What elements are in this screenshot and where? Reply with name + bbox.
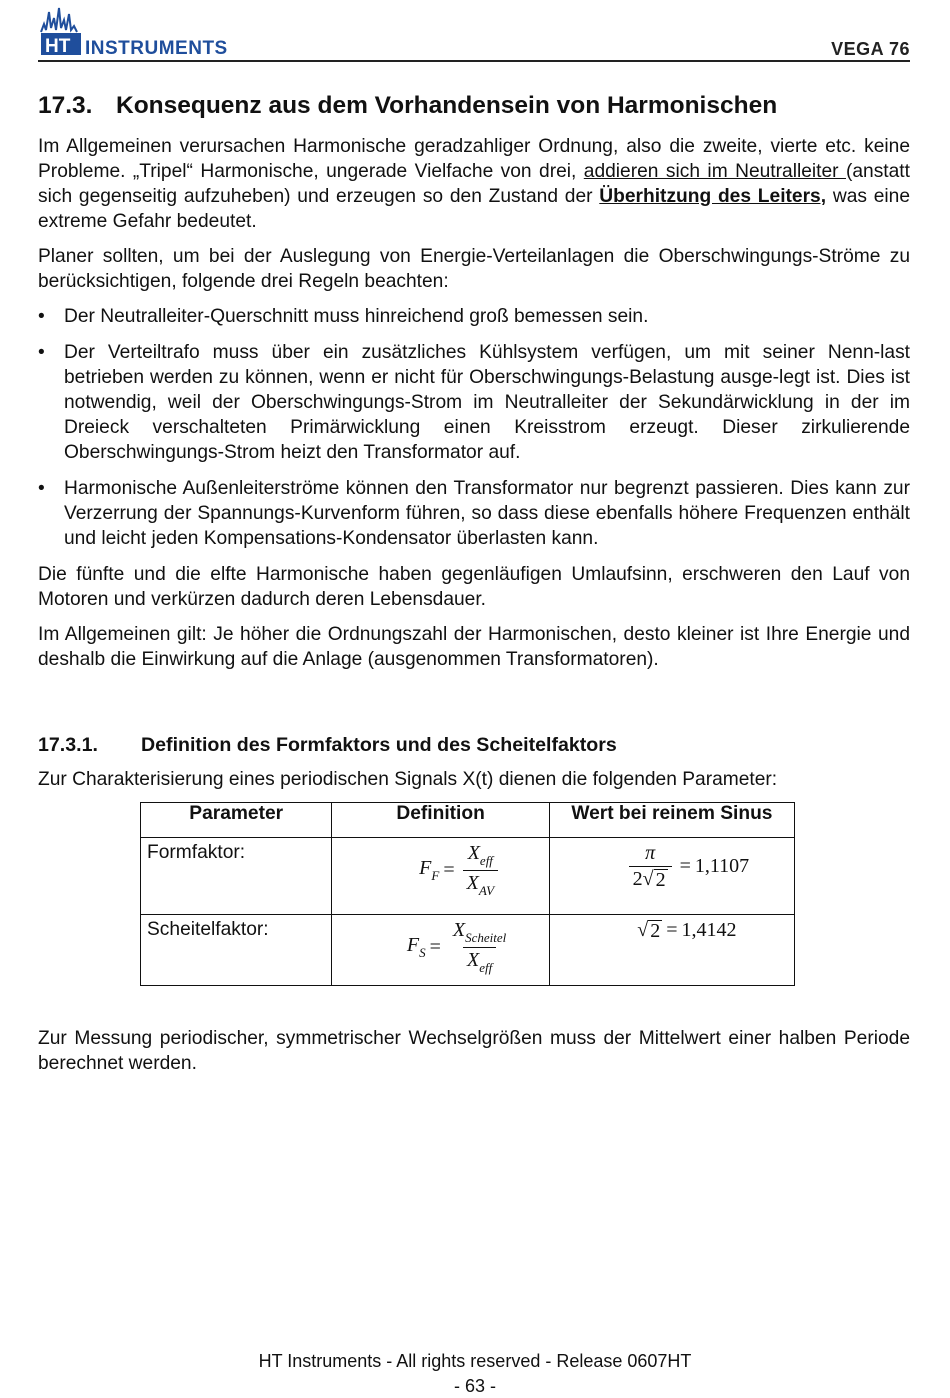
section-title: Konsequenz aus dem Vorhandensein von Harmonischen [116,92,778,119]
formula-number: 2 [632,868,643,890]
scheitelfaktor-formula [378,919,542,976]
list-item: • Der Verteiltrafo muss über ein zusätzliches Kühlsystem verfügen, um mit seiner Nenn-last betrieben werden zu können, wenn er nicht für Oberschwingungs-Belastung ausge-legt ist. Dies ist notwendig, weil der Oberschwingungs-Strom im Neutralleiter der Sekundärwicklung in der im Dreieck verschalteten Primärwicklung einen Kreisstrom erzeugt. Dieser zirkulierende Oberschwingungs-Strom heizt den Transformator auf. [38,340,910,465]
denominator: 2 √ 2 [629,866,672,891]
svg-text:HT: HT [45,36,71,57]
param-name: Scheitelfaktor: [141,915,332,986]
paragraph-measurement-note: Zur Messung periodischer, symmetrischer Wechselgrößen muss der Mittelwert einer halben Periode berechnet werden. [38,1028,910,1074]
table-row [141,838,795,915]
table-header: Definition [332,803,549,838]
formula-radicand: 2 [655,869,666,891]
equals-sign: = [679,855,691,877]
formula-symbol: F [419,857,432,879]
paragraph-motor-harmonics: Die fünfte und die elfte Harmonische haben gegenläufigen Umlaufsinn, erschweren den Lauf von Motoren und verkürzen dadurch deren Lebensdauer. [38,564,910,610]
table-header: Wert bei reinem Sinus [549,803,794,838]
formula-symbol: F [406,934,420,956]
paragraph-harmonics-problems [38,134,910,234]
parameters-table [140,802,795,986]
text-span: (anstatt sich gegenseitig aufzuheben) und erzeugen so den Zustand der [38,161,910,207]
table-header: Parameter [141,803,332,838]
value-cell [549,915,794,986]
formula-symbol: X [452,919,466,941]
subsection-number: 17.3.1. [38,734,98,756]
formula-symbol: X [466,872,479,894]
doc-title: VEGA 76 [831,39,910,59]
underlined-text: addieren sich im Neutralleiter [583,161,846,182]
rules-list [38,304,910,551]
table-header-row [141,803,795,838]
pi-symbol: π [645,842,656,864]
subsection-title: Definition des Formfaktors und des Scheitelfaktors [141,734,617,756]
formula-radicand: 2 [650,920,661,942]
formula-subscript: AV [478,883,495,898]
scheitelfaktor-value [586,919,788,942]
page-header [38,6,910,62]
value-cell [549,838,794,915]
page-number: - 63 - [453,1376,496,1396]
section-heading [38,92,910,120]
formula-subscript: eff [479,960,493,975]
fraction [629,842,672,891]
paragraph-planner-rules: Planer sollten, um bei der Auslegung von Energie-Verteilanlagen die Oberschwingungs-Ströme zu berücksichtigen, folgende drei Regeln beachten: [38,246,910,292]
text-span: Im Allgemeinen verursachen Harmonische geradzahliger Ordnung, also die zweite, vierte etc. keine Probleme. „Tripel“ Harmonische, ungerade Vielfache von drei, [38,136,910,182]
text-span: was eine extreme Gefahr bedeutet. [38,186,911,232]
formfaktor-value [586,842,788,891]
fraction [449,919,510,976]
section-number: 17.3. [38,92,93,119]
logo-text: INSTRUMENTS [85,38,228,59]
fraction [463,842,498,899]
underlined-bold-text: Überhitzung des Leiters, [599,186,827,207]
param-name: Formfaktor: [141,838,332,915]
formula-subscript: F [431,868,440,883]
paragraph-parameters-intro: Zur Charakterisierung eines periodischen Signals X(t) dienen die folgenden Parameter: [38,769,778,790]
ht-instruments-logo [38,6,258,60]
formula-cell [332,838,549,915]
square-root: √ 2 [637,919,661,942]
formula-result: 1,1107 [694,855,750,877]
formula-subscript: Scheitel [465,930,507,945]
formula-subscript: S [419,945,426,960]
subsection-heading [38,734,910,757]
footer-copyright: HT Instruments - All rights reserved - Release 0607HT [258,1351,692,1371]
page-content [38,92,910,1086]
table-row [141,915,795,986]
formula-result: 1,4142 [681,919,737,941]
formula-symbol: X [467,842,480,864]
formula-subscript: eff [479,853,493,868]
formula-symbol: X [466,949,480,971]
formfaktor-formula [378,842,542,899]
list-item: • Der Neutralleiter-Querschnitt muss hinreichend groß bemessen sein. [38,304,910,329]
formula-cell [332,915,549,986]
list-item: • Harmonische Außenleiterströme können den Transformator nur begrenzt passieren. Dies kann zur Verzerrung der Spannungs-Kurvenform führen, so dass diese ebenfalls höhere Frequenzen enthält und leicht jeden Kompensations-Kondensator überlasten kann. [38,476,910,551]
paragraph-energy-order: Im Allgemeinen gilt: Je höher die Ordnungszahl der Harmonischen, desto kleiner ist Ihre Energie und deshalb die Einwirkung auf die Anlage (ausgenommen Transformatoren). [38,624,910,670]
equals-sign: = [429,936,441,958]
equals-sign: = [666,919,678,941]
equals-sign: = [443,859,455,881]
